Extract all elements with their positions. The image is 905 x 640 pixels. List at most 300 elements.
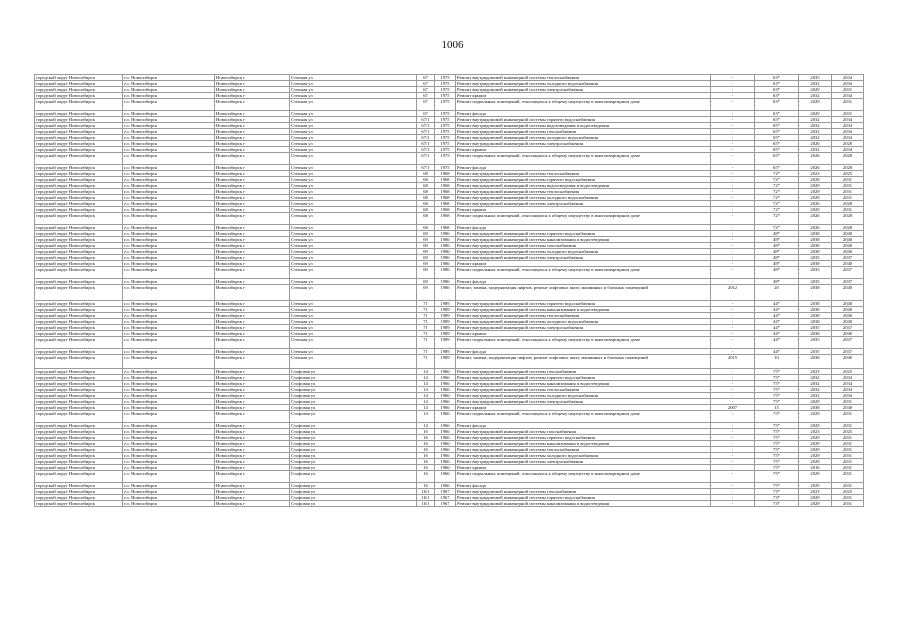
work-type-cell: Ремонт фасада (456, 483, 711, 489)
last-repair-year-cell: - (711, 279, 755, 285)
house-number-cell: 16/1 (417, 495, 435, 501)
street-cell: Степная ул (290, 285, 417, 301)
district-cell: городской округ Новосибирск (35, 111, 123, 117)
build-year-cell: 1967 (435, 501, 456, 507)
plan-start-year-cell: 2038 (799, 355, 832, 369)
locality-cell: Новосибирск г (215, 177, 290, 183)
settlement-cell: г.о. Новосибирск (123, 75, 215, 81)
table-row (35, 213, 864, 225)
house-number-cell: 67 (417, 81, 435, 87)
plan-start-year-cell: 2023 (799, 171, 832, 177)
table-row (35, 285, 864, 301)
plan-start-year-cell: 2035 (799, 325, 832, 331)
house-number-cell: 14 (417, 393, 435, 399)
work-type-cell: Ремонт, замена, модернизация лифтов, ремонт лифтовых шахт, машинных и блочных помещений (456, 285, 711, 301)
locality-cell: Новосибирск г (215, 129, 290, 135)
street-cell: Стофовая ул (290, 489, 417, 495)
locality-cell: Новосибирск г (215, 405, 290, 411)
locality-cell: Новосибирск г (215, 237, 290, 243)
settlement-cell: г.о. Новосибирск (123, 489, 215, 495)
plan-end-year-cell: 2031 (832, 453, 864, 459)
locality-cell: Новосибирск г (215, 195, 290, 201)
locality-cell: Новосибирск г (215, 255, 290, 261)
street-cell: Степная ул (290, 207, 417, 213)
street-cell: Степная ул (290, 141, 417, 147)
build-year-cell: 1986 (435, 243, 456, 249)
street-cell: Степная ул (290, 237, 417, 243)
wear-percent-cell: 75* (755, 381, 799, 387)
settlement-cell: г.о. Новосибирск (123, 465, 215, 471)
work-type-cell: Ремонт фасада (456, 423, 711, 429)
build-year-cell: 1966 (435, 369, 456, 375)
street-cell: Степная ул (290, 93, 417, 99)
plan-end-year-cell: 2028 (832, 153, 864, 165)
wear-percent-cell: 75* (755, 471, 799, 483)
locality-cell: Новосибирск г (215, 111, 290, 117)
settlement-cell: г.о. Новосибирск (123, 483, 215, 489)
last-repair-year-cell: - (711, 387, 755, 393)
district-cell: городской округ Новосибирск (35, 261, 123, 267)
wear-percent-cell: 72* (755, 201, 799, 207)
house-number-cell: 16 (417, 471, 435, 483)
street-cell: Степная ул (290, 189, 417, 195)
plan-start-year-cell: 2032 (799, 123, 832, 129)
house-number-cell: 69 (417, 249, 435, 255)
last-repair-year-cell: - (711, 441, 755, 447)
district-cell: городской округ Новосибирск (35, 165, 123, 171)
work-type-cell: Ремонт крыши (456, 465, 711, 471)
locality-cell: Новосибирск г (215, 135, 290, 141)
plan-start-year-cell: 2038 (799, 331, 832, 337)
house-number-cell: 68 (417, 213, 435, 225)
settlement-cell: г.о. Новосибирск (123, 471, 215, 483)
district-cell: городской округ Новосибирск (35, 135, 123, 141)
work-type-cell: Ремонт фасада (456, 165, 711, 171)
plan-start-year-cell: 2029 (799, 483, 832, 489)
settlement-cell: г.о. Новосибирск (123, 255, 215, 261)
plan-start-year-cell: 2029 (799, 87, 832, 93)
work-type-cell: Ремонт фасада (456, 279, 711, 285)
last-repair-year-cell: 2007 (711, 405, 755, 411)
house-number-cell: 68 (417, 225, 435, 231)
house-number-cell: 67 (417, 87, 435, 93)
street-cell: Стофовая ул (290, 429, 417, 435)
plan-start-year-cell: 2023 (799, 489, 832, 495)
wear-percent-cell: 75* (755, 447, 799, 453)
wear-percent-cell: 48* (755, 255, 799, 261)
settlement-cell: г.о. Новосибирск (123, 117, 215, 123)
district-cell: городской округ Новосибирск (35, 501, 123, 507)
plan-end-year-cell: 2040 (832, 307, 864, 313)
build-year-cell: 1966 (435, 411, 456, 423)
plan-start-year-cell: 2038 (799, 405, 832, 411)
build-year-cell: 1966 (435, 441, 456, 447)
district-cell: городской округ Новосибирск (35, 189, 123, 195)
build-year-cell: 1989 (435, 301, 456, 307)
locality-cell: Новосибирск г (215, 141, 290, 147)
build-year-cell: 1966 (435, 471, 456, 483)
settlement-cell: г.о. Новосибирск (123, 325, 215, 331)
locality-cell: Новосибирск г (215, 489, 290, 495)
work-type-cell: Ремонт крыши (456, 147, 711, 153)
last-repair-year-cell: - (711, 411, 755, 423)
last-repair-year-cell: - (711, 153, 755, 165)
wear-percent-cell: 73* (755, 489, 799, 495)
wear-percent-cell: 72* (755, 189, 799, 195)
house-number-cell: 69 (417, 285, 435, 301)
plan-end-year-cell: 2031 (832, 183, 864, 189)
plan-end-year-cell: 2031 (832, 471, 864, 483)
last-repair-year-cell: - (711, 255, 755, 261)
district-cell: городской округ Новосибирск (35, 405, 123, 411)
work-type-cell: Ремонт внутридомовой инженерной системы холодного водоснабжения (456, 195, 711, 201)
plan-end-year-cell: 2037 (832, 349, 864, 355)
locality-cell: Новосибирск г (215, 183, 290, 189)
locality-cell: Новосибирск г (215, 261, 290, 267)
locality-cell: Новосибирск г (215, 243, 290, 249)
street-cell: Степная ул (290, 279, 417, 285)
settlement-cell: г.о. Новосибирск (123, 411, 215, 423)
last-repair-year-cell: - (711, 177, 755, 183)
plan-start-year-cell: 2035 (799, 75, 832, 81)
work-type-cell: Ремонт фасада (456, 111, 711, 117)
build-year-cell: 1975 (435, 135, 456, 141)
plan-end-year-cell: 2034 (832, 75, 864, 81)
street-cell: Степная ул (290, 231, 417, 237)
street-cell: Стофовая ул (290, 495, 417, 501)
district-cell: городской округ Новосибирск (35, 171, 123, 177)
last-repair-year-cell: - (711, 331, 755, 337)
build-year-cell: 1966 (435, 459, 456, 465)
plan-end-year-cell: 2037 (832, 279, 864, 285)
build-year-cell: 1975 (435, 99, 456, 111)
plan-end-year-cell: 2034 (832, 387, 864, 393)
locality-cell: Новосибирск г (215, 375, 290, 381)
last-repair-year-cell: - (711, 337, 755, 349)
last-repair-year-cell: - (711, 375, 755, 381)
locality-cell: Новосибирск г (215, 87, 290, 93)
last-repair-year-cell: - (711, 165, 755, 171)
plan-start-year-cell: 2038 (799, 261, 832, 267)
house-number-cell: 67/1 (417, 165, 435, 171)
work-type-cell: Ремонт подвальных помещений, относящихся к общему имуществу в многоквартирном доме (456, 411, 711, 423)
settlement-cell: г.о. Новосибирск (123, 195, 215, 201)
street-cell: Степная ул (290, 165, 417, 171)
settlement-cell: г.о. Новосибирск (123, 81, 215, 87)
build-year-cell: 1968 (435, 213, 456, 225)
last-repair-year-cell: - (711, 213, 755, 225)
district-cell: городской округ Новосибирск (35, 225, 123, 231)
work-type-cell: Ремонт подвальных помещений, относящихся к общему имуществу в многоквартирном доме (456, 337, 711, 349)
plan-start-year-cell: 2029 (799, 471, 832, 483)
house-number-cell: 68 (417, 189, 435, 195)
settlement-cell: г.о. Новосибирск (123, 319, 215, 325)
house-number-cell: 71 (417, 313, 435, 319)
house-number-cell: 67/1 (417, 117, 435, 123)
plan-start-year-cell: 2032 (799, 147, 832, 153)
house-number-cell: 68 (417, 177, 435, 183)
build-year-cell: 1989 (435, 355, 456, 369)
settlement-cell: г.о. Новосибирск (123, 279, 215, 285)
wear-percent-cell: 48* (755, 261, 799, 267)
capital-repair-table (34, 74, 864, 507)
plan-start-year-cell: 2035 (799, 279, 832, 285)
locality-cell: Новосибирск г (215, 337, 290, 349)
last-repair-year-cell: - (711, 313, 755, 319)
house-number-cell: 69 (417, 237, 435, 243)
street-cell: Степная ул (290, 337, 417, 349)
street-cell: Стофовая ул (290, 381, 417, 387)
district-cell: городской округ Новосибирск (35, 207, 123, 213)
plan-start-year-cell: 2026 (799, 201, 832, 207)
plan-end-year-cell: 2037 (832, 267, 864, 279)
plan-end-year-cell: 2040 (832, 261, 864, 267)
wear-percent-cell: 63* (755, 93, 799, 99)
street-cell: Степная ул (290, 201, 417, 207)
locality-cell: Новосибирск г (215, 213, 290, 225)
street-cell: Стофовая ул (290, 369, 417, 375)
house-number-cell: 71 (417, 337, 435, 349)
work-type-cell: Ремонт внутридомовой инженерной системы газоснабжения (456, 429, 711, 435)
plan-start-year-cell: 2032 (799, 117, 832, 123)
wear-percent-cell: 72* (755, 183, 799, 189)
work-type-cell: Ремонт внутридомовой инженерной системы газоснабжения (456, 489, 711, 495)
plan-end-year-cell: 2040 (832, 249, 864, 255)
work-type-cell: Ремонт внутридомовой инженерной системы теплоснабжения (456, 313, 711, 319)
build-year-cell: 1989 (435, 349, 456, 355)
district-cell: городской округ Новосибирск (35, 381, 123, 387)
build-year-cell: 1989 (435, 331, 456, 337)
plan-end-year-cell: 2034 (832, 393, 864, 399)
plan-start-year-cell: 2035 (799, 349, 832, 355)
last-repair-year-cell: - (711, 393, 755, 399)
plan-start-year-cell: 2026 (799, 153, 832, 165)
wear-percent-cell: 63* (755, 81, 799, 87)
district-cell: городской округ Новосибирск (35, 411, 123, 423)
street-cell: Стофовая ул (290, 399, 417, 405)
wear-percent-cell: 72* (755, 213, 799, 225)
locality-cell: Новосибирск г (215, 75, 290, 81)
house-number-cell: 71 (417, 355, 435, 369)
last-repair-year-cell: - (711, 319, 755, 325)
plan-end-year-cell: 2031 (832, 495, 864, 501)
work-type-cell: Ремонт внутридомовой инженерной системы электроснабжения (456, 459, 711, 465)
wear-percent-cell: 72* (755, 177, 799, 183)
last-repair-year-cell: - (711, 195, 755, 201)
work-type-cell: Ремонт внутридомовой инженерной системы холодного водоснабжения (456, 81, 711, 87)
house-number-cell: 14 (417, 369, 435, 375)
district-cell: городской округ Новосибирск (35, 183, 123, 189)
district-cell: городской округ Новосибирск (35, 87, 123, 93)
settlement-cell: г.о. Новосибирск (123, 183, 215, 189)
build-year-cell: 1989 (435, 337, 456, 349)
settlement-cell: г.о. Новосибирск (123, 459, 215, 465)
locality-cell: Новосибирск г (215, 459, 290, 465)
wear-percent-cell: 72* (755, 225, 799, 231)
plan-start-year-cell: 2026 (799, 141, 832, 147)
locality-cell: Новосибирск г (215, 231, 290, 237)
locality-cell: Новосибирск г (215, 465, 290, 471)
wear-percent-cell: 65* (755, 165, 799, 171)
build-year-cell: 1968 (435, 195, 456, 201)
plan-start-year-cell: 2032 (799, 381, 832, 387)
work-type-cell: Ремонт внутридомовой инженерной системы канализования и водоотведения (456, 237, 711, 243)
wear-percent-cell: 48* (755, 243, 799, 249)
settlement-cell: г.о. Новосибирск (123, 355, 215, 369)
district-cell: городской округ Новосибирск (35, 129, 123, 135)
street-cell: Степная ул (290, 177, 417, 183)
plan-end-year-cell: 2031 (832, 177, 864, 183)
plan-start-year-cell: 2029 (799, 189, 832, 195)
plan-start-year-cell: 2032 (799, 129, 832, 135)
last-repair-year-cell: - (711, 301, 755, 307)
page-number: 1006 (441, 39, 464, 51)
district-cell: городской округ Новосибирск (35, 307, 123, 313)
work-type-cell: Ремонт внутридомовой инженерной системы электроснабжения (456, 87, 711, 93)
build-year-cell: 1989 (435, 307, 456, 313)
house-number-cell: 69 (417, 231, 435, 237)
locality-cell: Новосибирск г (215, 99, 290, 111)
plan-start-year-cell: 2029 (799, 453, 832, 459)
street-cell: Стофовая ул (290, 471, 417, 483)
build-year-cell: 1989 (435, 325, 456, 331)
wear-percent-cell: 75* (755, 453, 799, 459)
plan-start-year-cell: 2029 (799, 183, 832, 189)
district-cell: городской округ Новосибирск (35, 93, 123, 99)
locality-cell: Новосибирск г (215, 225, 290, 231)
plan-end-year-cell: 2034 (832, 123, 864, 129)
work-type-cell: Ремонт крыши (456, 207, 711, 213)
last-repair-year-cell: - (711, 459, 755, 465)
plan-end-year-cell: 2031 (832, 441, 864, 447)
table-row (35, 355, 864, 369)
plan-start-year-cell: 2032 (799, 393, 832, 399)
street-cell: Степная ул (290, 153, 417, 165)
house-number-cell: 14 (417, 387, 435, 393)
settlement-cell: г.о. Новосибирск (123, 225, 215, 231)
build-year-cell: 1968 (435, 207, 456, 213)
plan-end-year-cell: 2034 (832, 147, 864, 153)
plan-end-year-cell: 2031 (832, 99, 864, 111)
house-number-cell: 68 (417, 201, 435, 207)
build-year-cell: 1989 (435, 319, 456, 325)
wear-percent-cell: 44* (755, 337, 799, 349)
locality-cell: Новосибирск г (215, 147, 290, 153)
street-cell: Стофовая ул (290, 405, 417, 411)
district-cell: городской округ Новосибирск (35, 471, 123, 483)
last-repair-year-cell: - (711, 129, 755, 135)
wear-percent-cell: 44* (755, 301, 799, 307)
build-year-cell: 1966 (435, 399, 456, 405)
last-repair-year-cell: - (711, 435, 755, 441)
last-repair-year-cell: - (711, 225, 755, 231)
build-year-cell: 1975 (435, 123, 456, 129)
plan-end-year-cell: 2031 (832, 435, 864, 441)
street-cell: Степная ул (290, 249, 417, 255)
street-cell: Степная ул (290, 111, 417, 117)
house-number-cell: 71 (417, 307, 435, 313)
district-cell: городской округ Новосибирск (35, 81, 123, 87)
plan-end-year-cell: 2031 (832, 195, 864, 201)
district-cell: городской округ Новосибирск (35, 141, 123, 147)
street-cell: Стофовая ул (290, 465, 417, 471)
locality-cell: Новосибирск г (215, 399, 290, 405)
house-number-cell: 67/1 (417, 153, 435, 165)
wear-percent-cell: 63* (755, 75, 799, 81)
street-cell: Стофовая ул (290, 483, 417, 489)
house-number-cell: 68 (417, 183, 435, 189)
build-year-cell: 1968 (435, 189, 456, 195)
house-number-cell: 16/1 (417, 489, 435, 495)
street-cell: Степная ул (290, 349, 417, 355)
work-type-cell: Ремонт внутридомовой инженерной системы водоотведения и водоотведения (456, 183, 711, 189)
plan-start-year-cell: 2029 (799, 99, 832, 111)
plan-end-year-cell: 2031 (832, 207, 864, 213)
district-cell: городской округ Новосибирск (35, 369, 123, 375)
street-cell: Степная ул (290, 331, 417, 337)
work-type-cell: Ремонт подвальных помещений, относящихся к общему имуществу в многоквартирном доме (456, 471, 711, 483)
build-year-cell: 1966 (435, 393, 456, 399)
table-row (35, 267, 864, 279)
wear-percent-cell: 72* (755, 195, 799, 201)
settlement-cell: г.о. Новосибирск (123, 165, 215, 171)
plan-end-year-cell: 2031 (832, 459, 864, 465)
settlement-cell: г.о. Новосибирск (123, 93, 215, 99)
wear-percent-cell: 63* (755, 99, 799, 111)
plan-start-year-cell: 2038 (799, 231, 832, 237)
plan-start-year-cell: 2026 (799, 225, 832, 231)
house-number-cell: 16 (417, 447, 435, 453)
district-cell: городской округ Новосибирск (35, 249, 123, 255)
settlement-cell: г.о. Новосибирск (123, 399, 215, 405)
plan-end-year-cell: 2034 (832, 135, 864, 141)
last-repair-year-cell: - (711, 81, 755, 87)
locality-cell: Новосибирск г (215, 381, 290, 387)
district-cell: городской округ Новосибирск (35, 237, 123, 243)
build-year-cell: 1966 (435, 423, 456, 429)
plan-start-year-cell: 2029 (799, 435, 832, 441)
locality-cell: Новосибирск г (215, 387, 290, 393)
house-number-cell: 16 (417, 429, 435, 435)
last-repair-year-cell: - (711, 489, 755, 495)
district-cell: городской округ Новосибирск (35, 201, 123, 207)
street-cell: Степная ул (290, 355, 417, 369)
settlement-cell: г.о. Новосибирск (123, 331, 215, 337)
settlement-cell: г.о. Новосибирск (123, 441, 215, 447)
work-type-cell: Ремонт внутридомовой инженерной системы горячего водоснабжения (456, 435, 711, 441)
district-cell: городской округ Новосибирск (35, 177, 123, 183)
table-row (35, 411, 864, 423)
district-cell: городской округ Новосибирск (35, 483, 123, 489)
house-number-cell: 68 (417, 195, 435, 201)
street-cell: Степная ул (290, 243, 417, 249)
last-repair-year-cell: - (711, 429, 755, 435)
plan-start-year-cell: 2032 (799, 135, 832, 141)
last-repair-year-cell: - (711, 249, 755, 255)
settlement-cell: г.о. Новосибирск (123, 111, 215, 117)
house-number-cell: 16 (417, 483, 435, 489)
district-cell: городской округ Новосибирск (35, 465, 123, 471)
settlement-cell: г.о. Новосибирск (123, 177, 215, 183)
work-type-cell: Ремонт внутридомовой инженерной системы канализования и водоотведения (456, 501, 711, 507)
build-year-cell: 1975 (435, 153, 456, 165)
table-body (35, 75, 864, 507)
last-repair-year-cell: - (711, 325, 755, 331)
work-type-cell: Ремонт внутридомовой инженерной системы горячего водоснабжения (456, 495, 711, 501)
last-repair-year-cell: - (711, 123, 755, 129)
wear-percent-cell: 44* (755, 331, 799, 337)
plan-start-year-cell: 2023 (799, 369, 832, 375)
